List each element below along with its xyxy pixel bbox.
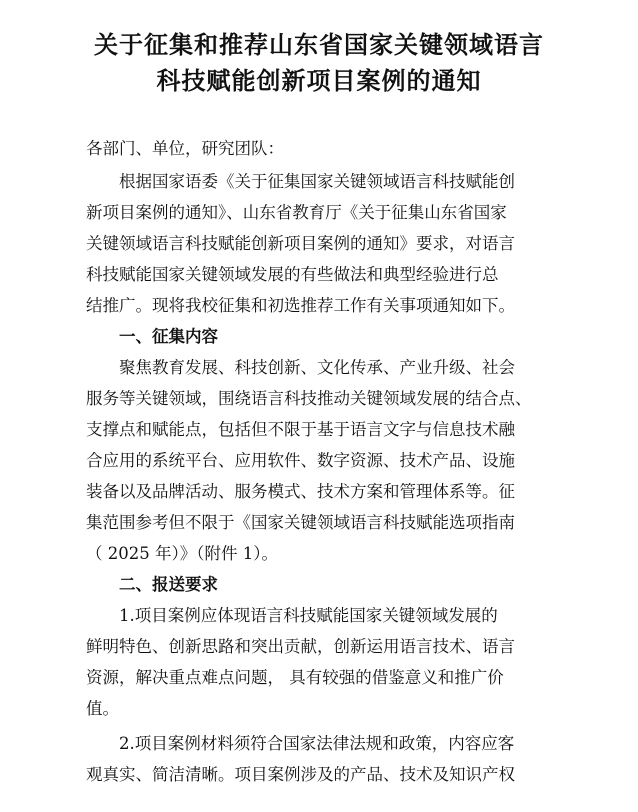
salutation: 各部门、单位，研究团队： <box>86 139 284 158</box>
intro-paragraph-line: 科技赋能国家关键领域发展的有些做法和典型经验进行总 <box>86 265 499 284</box>
section2-item1-line: 鲜明特色、创新思路和突出贡献，创新运用语言技术、语言 <box>86 637 515 656</box>
section1-paragraph-line: 合应用的系统平台、应用软件、数字资源、技术产品、设施 <box>86 451 515 470</box>
intro-paragraph-line: 新项目案例的通知》、山东省教育厅《关于征集山东省国家 <box>86 203 507 222</box>
section2-item1-line: 值。 <box>86 699 119 718</box>
section2-item2-line: 观真实、简洁清晰。项目案例涉及的产品、技术及知识产权 <box>86 765 515 784</box>
section1-paragraph-line: 装备以及品牌活动、服务模式、技术方案和管理体系等。征 <box>86 482 515 501</box>
document-title-line-1: 关于征集和推荐山东省国家关键领域语言 <box>94 30 544 59</box>
section1-paragraph-line: 集范围参考但不限于《国家关键领域语言科技赋能选项指南 <box>86 513 515 532</box>
section1-paragraph-line: 支撑点和赋能点，包括但不限于基于语言文字与信息技术融 <box>86 420 515 439</box>
intro-paragraph-line: 根据国家语委《关于征集国家关键领域语言科技赋能创 <box>119 172 515 191</box>
section1-paragraph-line: 服务等关键领域，围绕语言科技推动关键领域发展的结合点、 <box>86 389 532 408</box>
intro-paragraph-line: 结推广。现将我校征集和初选推荐工作有关事项通知如下。 <box>86 296 515 315</box>
section2-item2-line: 2.项目案例材料须符合国家法律法规和政策，内容应客 <box>119 734 515 753</box>
intro-paragraph-line: 关键领域语言科技赋能创新项目案例的通知》要求，对语言 <box>86 234 515 253</box>
document-title-line-2: 科技赋能创新项目案例的通知 <box>156 66 482 95</box>
section-heading-2: 二、报送要求 <box>119 575 218 594</box>
section2-item1-line: 1.项目案例应体现语言科技赋能国家关键领域发展的 <box>119 606 498 625</box>
section1-paragraph-line: （ 2025 年）》（附件 1）。 <box>86 544 278 563</box>
section-heading-1: 一、征集内容 <box>119 327 218 346</box>
section1-paragraph-line: 聚焦教育发展、科技创新、文化传承、产业升级、社会 <box>119 358 515 377</box>
section2-item1-line: 资源，解决重点难点问题， 具有较强的借鉴意义和推广价 <box>86 668 504 687</box>
